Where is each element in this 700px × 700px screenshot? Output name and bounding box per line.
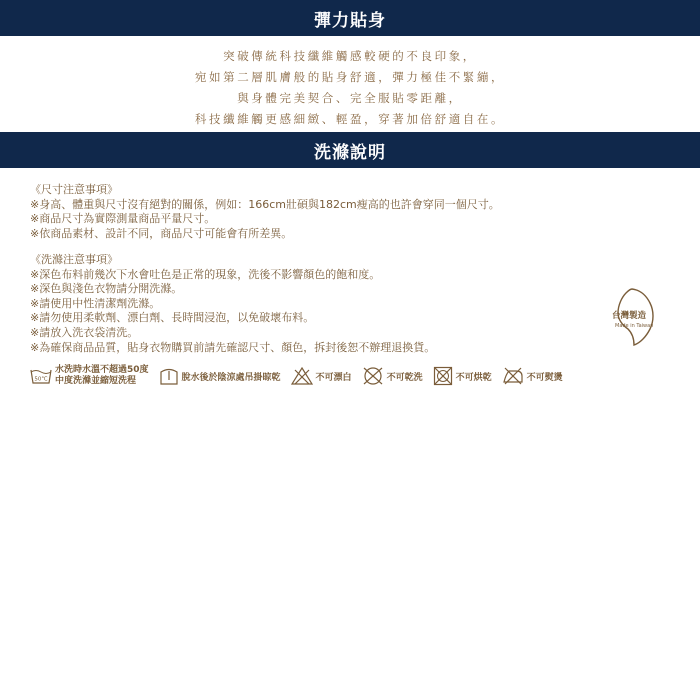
care-hang-dry (159, 366, 281, 386)
size-note-item: ※商品尺寸為實際測量商品平量尺寸。 (30, 212, 216, 226)
intro-line: 與身體完美契合、完全服貼零距離， (237, 91, 463, 105)
made-in-en: Made in Taiwan (615, 323, 654, 329)
size-note-item: ※身高、體重與尺寸沒有絕對的關係，例如：166cm壯碩與182cm瘦高的也許會穿同一個尺寸。 (30, 197, 500, 211)
banner-title-fit: 彈力貼身 (314, 10, 386, 31)
size-notes (30, 183, 500, 241)
intro-line: 宛如第二層肌膚般的貼身舒適，彈力極佳不緊繃， (194, 70, 506, 84)
banner-title-wash: 洗滌說明 (314, 142, 386, 163)
no-tumble-dry-icon (433, 366, 453, 386)
wash-note-item: ※深色布料前幾次下水會吐色是正常的現象，洗後不影響顏色的飽和度。 (30, 267, 381, 281)
no-dryclean-label: 不可乾洗 (386, 372, 423, 383)
no-iron-label: 不可熨燙 (526, 372, 563, 383)
hang-dry-icon (159, 366, 179, 386)
intro-line: 突破傳統科技纖維觸感較硬的不良印象， (223, 49, 477, 63)
care-icons-row (30, 363, 573, 389)
wash-note-item: ※深色與淺色衣物請分開洗滌。 (30, 282, 183, 296)
wash-temp-symbol: 50℃ (34, 376, 48, 383)
no-bleach-icon (291, 366, 313, 386)
intro-line: 科技纖維觸更感細緻、輕盈，穿著加倍舒適自在。 (194, 112, 506, 126)
care-no-tumble (433, 366, 492, 386)
wash-note-item: ※為確保商品品質，貼身衣物購買前請先確認尺寸、顏色，拆封後恕不辦理退換貨。 (30, 340, 436, 354)
header-banner-wash (0, 132, 700, 168)
wash-note-item: ※請放入洗衣袋清洗。 (30, 325, 139, 339)
care-no-iron (502, 366, 563, 386)
wash-tub-icon (30, 367, 52, 385)
wash-note-item: ※請勿使用柔軟劑、漂白劑、長時間浸泡，以免破壞布料。 (30, 311, 315, 325)
product-intro (0, 46, 700, 130)
no-dryclean-icon (362, 366, 384, 386)
wash-temp-line2: 中度洗滌並縮短洗程 (55, 376, 137, 386)
wash-notes (30, 253, 435, 355)
hang-dry-label: 脫水後於陰涼處吊掛晾乾 (181, 372, 281, 383)
no-tumble-label: 不可烘乾 (455, 372, 492, 383)
care-no-dryclean (362, 366, 423, 386)
no-iron-icon (502, 366, 524, 386)
made-in-zh: 台灣製造 (612, 311, 647, 321)
size-notes-heading: 《尺寸注意事項》 (30, 183, 118, 196)
care-wash-temp (30, 365, 149, 387)
made-in-taiwan-badge (604, 287, 666, 347)
wash-note-item: ※請使用中性清潔劑洗滌。 (30, 296, 161, 310)
care-no-bleach (291, 366, 352, 386)
wash-notes-heading: 《洗滌注意事項》 (30, 253, 118, 266)
header-banner-fit (0, 0, 700, 36)
wash-temp-line1: 水洗時水溫不超過50度 (55, 365, 149, 375)
size-note-item: ※依商品素材、設計不同，商品尺寸可能會有所差異。 (30, 226, 293, 240)
no-bleach-label: 不可漂白 (315, 372, 352, 383)
